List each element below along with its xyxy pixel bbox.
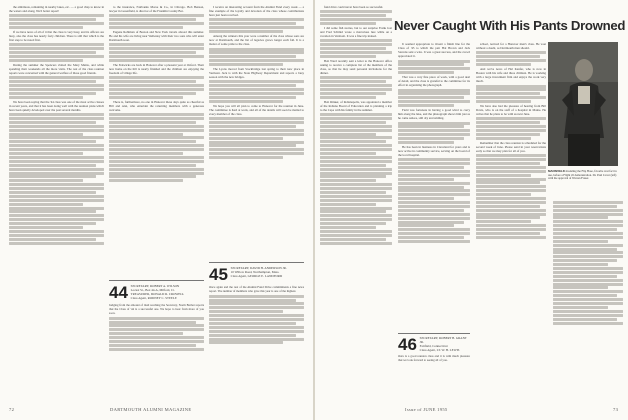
class-44-section (109, 284, 204, 352)
class-agent: Class Agent, LT. W. H. LEWIS (419, 348, 460, 352)
article-photo (548, 42, 618, 166)
paragraph: We have also had the pleasure of hearing from Bill Davis, who is on the staff of a hospital in Maine. He writes that he plans to be with us next June. (476, 103, 546, 117)
right-column-4 (553, 200, 623, 340)
paragraph: We hope you will all plan to come to Hanover for the reunion in June. The committee is hard at work, and all of the details will soon be mailed to every member of the class. (209, 103, 304, 116)
caption-name: MANSFIELD (548, 169, 565, 173)
paragraph: Eugene Rohlman of Boston and New York travels abroad this summer. He and his wife are living near Wellesley with their two sons who will enter Dartmouth soon. (109, 29, 204, 43)
article-headline: Never Caught With His Pants Drowned (394, 18, 626, 33)
paragraph: During the summer the Spencers visited the Mary Mains, and while spending their weekends all the more visits. The rest of the class reunion reports were concerned with the general welfare of those good friends. (9, 62, 104, 76)
divider (398, 333, 470, 334)
paragraph: Field was fortunate in having a good wind to carry him along the lake, and the photograph shows him just as he came ashore, still dry and smiling. (398, 108, 470, 121)
paragraph: He has been in business in Cleveland for years and is now active in community service, serving on the board of the local hospital. (398, 144, 470, 158)
paragraph: the ambitious, remaining in nearby lakes, etc. — a good chap to know in the waters and along, We'd better report! (9, 5, 104, 14)
divider (209, 262, 304, 263)
class-agent: Class Agent, GEORGE E. LANDFORD (230, 274, 283, 278)
class-agent: Class Agent, RODNEY C. STEELE (130, 296, 177, 300)
paragraph: Bob Ward recently sent a letter to the Hanover office asking to receive a complete list of the members of the class, so that he may send personal invitations for the dinner. (320, 58, 392, 76)
man-photo-icon (548, 42, 618, 166)
paragraph: I receive an interesting account from the Alumni Fund every week — a fine example of the loyalty and devotion of the class whose contributions have just been received. (209, 5, 304, 18)
paragraph: Remember that the class reunion is scheduled for the second week of June. Please send in your reservations early so that we may plan for all of you. (476, 140, 546, 153)
section-text: Judging from the amount of mail reaching the Secretary, Norm Barber reports that the Class of '44 is a successful one. We hope to hear from more of you soon. (109, 303, 204, 315)
paragraph: And we've news of Hal Kanfer, who is now in Boston with his wife and three children. He is working with a large investment firm and enjoys the work very much. (476, 66, 546, 84)
secretary-address: 10 Willow Road, Northampton, Mass. (230, 270, 280, 274)
class-number: 45 (209, 265, 228, 284)
class-number: 46 (398, 335, 417, 354)
paragraph: It seemed appropriate to invent a finish line for the Class of '45 to which the pair Hal Brown and Jack Stevens sent a wire. It was a great success, and the crowd appreciated it. (398, 42, 470, 59)
paragraph: The Lyons moved from Stockbridge last spring to their new place in Vermont. Jack is with the State Highway Department and reports a busy season with the new bridges. (209, 66, 304, 80)
paragraph: Bob Rinker, of Indianapolis, was appointed a member of the Indiana Board of Education and is planning a trip to the Cape with his family in the summer. (320, 99, 392, 112)
secretary-name: SECRETARY, ROBERT A. WILSON (130, 284, 180, 288)
section-text: Once again and the rest of the Alumni Fund Drive commitments a fine news report. The number of members who gave this year is one of the highest. (209, 285, 304, 293)
divider (109, 280, 204, 281)
left-column-3 (209, 5, 304, 260)
paragraph: That was a very fine piece of work, with a good deal of detail, and the class is grateful to the committee for its effort in organizing the photograph. (398, 75, 470, 88)
magazine-title: DARTMOUTH ALUMNI MAGAZINE (110, 407, 192, 412)
paragraph: We have been saying that the '44 class was one of the most active classes in recent years, and that it has been doing well with the reunion plans which have been quietly developed over the past several months. (9, 99, 104, 112)
paragraph: The Fenwicks are back in Hanover after a pleasant year at Oxford. Their new home on the hill is nearly finished and the children are enjoying the freedom of village life. (109, 62, 204, 76)
class-number: 44 (109, 283, 128, 302)
treasurer-name: TREASURER, DONALD R. CROWELL (130, 292, 185, 296)
left-page (0, 0, 313, 420)
secretary-address: Locust St., Box 44-A, Milford, Ct. (130, 288, 175, 292)
secretary-name: SECRETARY, DAVID H. ANDERSON JR. (230, 266, 287, 270)
class-45-section (209, 266, 304, 345)
photo-caption (548, 170, 618, 181)
paragraph: to the insurance, Fairbanks Morse & Co., in Chicago. Bob Benson, lawyer in Greenfield, is director of the Franklin County Bar. (109, 5, 204, 14)
paragraph: If we have news of all of it that the class is very busy, and its officers are busy, also the class has nearly forty children. There is still that which is the first step to be noted first. (9, 29, 104, 43)
secretary-name: SECRETARY, ROBERT B. GRANT JR. (419, 336, 467, 344)
page-number: 73 (613, 407, 619, 412)
paragraph: school, noticed for a Hanover men's class. He won without a doubt, as Dartmouth men should. (476, 42, 546, 51)
paragraph: There is, furthermore, no one in Hanover these days quite as cheerful as Bill and Ann, who entertain the returning members with a generous welcome. (109, 99, 204, 112)
page-number: 72 (9, 407, 15, 412)
section-text: Ours is a good reunion class and it is with much pleasure that we look forward to seeing all of you. (398, 354, 470, 362)
left-column-1 (9, 5, 104, 340)
caption-text: modeling the Flip Hose, favorite vest fact in use, before a Flight 45 demonstration. Dr. Paul Cover (left) with the approval of Warren Fraser. (548, 169, 617, 181)
issue-date: Issue of JUNE 1955 (405, 407, 448, 412)
right-column-1 (320, 5, 392, 340)
paragraph: I did some fish stories, but to our surprise Frank Jost and Fred Schmid wrote a marvelous lure while on a vacation in Vermont. It was a fine trip indeed. (320, 25, 392, 39)
paragraph: fund drive could never have been so successful. (324, 5, 384, 9)
left-column-2 (109, 5, 204, 275)
secretary-address: Fairfield, Connecticut (419, 344, 448, 348)
class-46-section (398, 336, 470, 363)
paragraph: Among the winners this year were a number of the class whose sons are now at Dartmouth, and the list of legacies grows longer each fall. It is a matter of some pride to the class. (209, 34, 304, 47)
right-column-2 (398, 42, 470, 340)
right-column-3 (476, 42, 546, 340)
